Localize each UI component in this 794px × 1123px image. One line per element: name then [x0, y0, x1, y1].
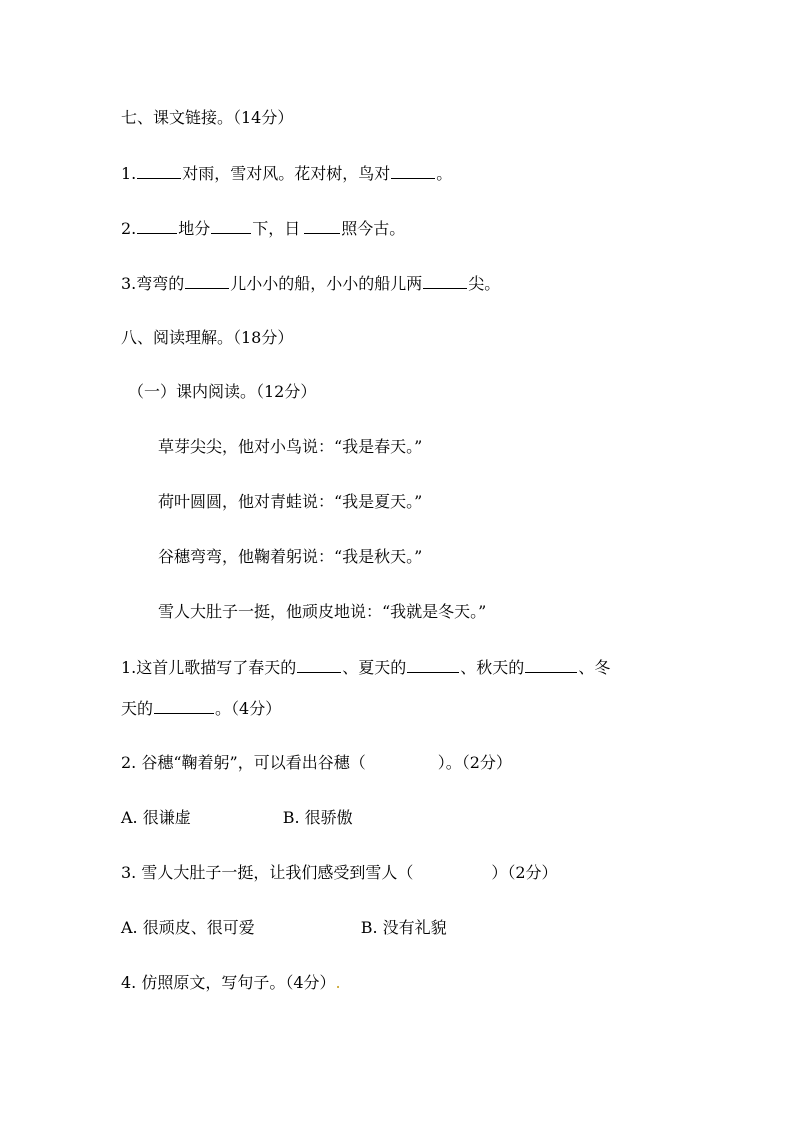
answer-blank[interactable]: [304, 218, 340, 234]
section-8-question-3: [121, 863, 558, 883]
question-text: 对雨，雪对风。花对树，鸟对: [182, 164, 391, 183]
question-text: 天的: [121, 699, 154, 718]
section-7-question-3: [121, 273, 500, 294]
subheading-text: （一）课内阅读。（12分）: [128, 382, 317, 401]
poem-line: [158, 492, 422, 512]
question-text: 。: [436, 164, 453, 183]
answer-blank[interactable]: [423, 273, 467, 289]
question-text: 、秋天的: [460, 658, 525, 677]
section-8-question-1-line-2: [121, 698, 281, 719]
section-8-question-2: [121, 753, 512, 773]
answer-blank[interactable]: [211, 218, 251, 234]
poem-text: 荷叶圆圆，他对青蛙说：“我是夏天。”: [158, 492, 423, 511]
section-7-heading: [121, 108, 293, 128]
question-text: 儿小小的船，小小的船儿两: [230, 274, 423, 293]
question-text: 。（4分）: [215, 699, 282, 718]
answer-blank[interactable]: [137, 218, 177, 234]
poem-line: [158, 602, 486, 622]
option-b[interactable]: B. 没有礼貌: [360, 918, 447, 937]
answer-blank[interactable]: [391, 163, 435, 179]
question-text: 2. 谷穗“鞠着躬”，可以看出谷穗（: [121, 753, 366, 772]
poem-text: 雪人大肚子一挺，他顽皮地说：“我就是冬天。”: [158, 602, 487, 621]
section-8-subheading: [128, 382, 316, 402]
question-text: ）。（2分）: [437, 753, 512, 772]
answer-blank[interactable]: [185, 273, 229, 289]
answer-blank[interactable]: [407, 657, 459, 673]
poem-line: [158, 437, 422, 457]
section-7-question-1: [121, 163, 452, 184]
question-number: 3.: [121, 274, 137, 293]
question-text: 4. 仿照原文，写句子。（4分）: [121, 973, 336, 992]
answer-blank[interactable]: [137, 163, 181, 179]
answer-blank[interactable]: [154, 698, 214, 714]
question-text: 地分: [178, 219, 211, 238]
section-8-question-2-options: [121, 808, 353, 828]
heading-text: 八、阅读理解。（18分）: [121, 328, 294, 347]
question-number: 1.: [121, 164, 137, 183]
answer-blank[interactable]: [525, 657, 577, 673]
section-7-question-2: [121, 218, 405, 239]
option-a[interactable]: A. 很谦虚: [121, 808, 191, 827]
poem-text: 草芽尖尖，他对小鸟说：“我是春天。”: [158, 437, 423, 456]
question-number: 1.: [121, 658, 137, 677]
question-number: 2.: [121, 219, 137, 238]
poem-line: [158, 547, 422, 567]
option-a[interactable]: A. 很顽皮、很可爱: [121, 918, 255, 937]
section-8-question-4: [121, 973, 341, 993]
answer-blank[interactable]: [297, 657, 341, 673]
question-text: 弯弯的: [136, 274, 185, 293]
option-b[interactable]: B. 很骄傲: [282, 808, 353, 827]
stray-mark: .: [335, 973, 341, 992]
section-8-heading: [121, 328, 293, 348]
question-text: 尖。: [468, 274, 501, 293]
section-8-question-1-line-1: [121, 657, 610, 678]
question-text: 、夏天的: [342, 658, 407, 677]
poem-text: 谷穗弯弯，他鞠着躬说：“我是秋天。”: [158, 547, 423, 566]
section-8-question-3-options: [121, 918, 447, 938]
question-text: 下，日: [252, 219, 301, 238]
question-text: 这首儿歌描写了春天的: [136, 658, 297, 677]
question-text: ）（2分）: [491, 863, 558, 882]
question-text: 照今古。: [341, 219, 406, 238]
heading-text: 七、课文链接。（14分）: [121, 108, 294, 127]
question-text: 3. 雪人大肚子一挺，让我们感受到雪人（: [121, 863, 414, 882]
question-text: 、冬: [578, 658, 611, 677]
